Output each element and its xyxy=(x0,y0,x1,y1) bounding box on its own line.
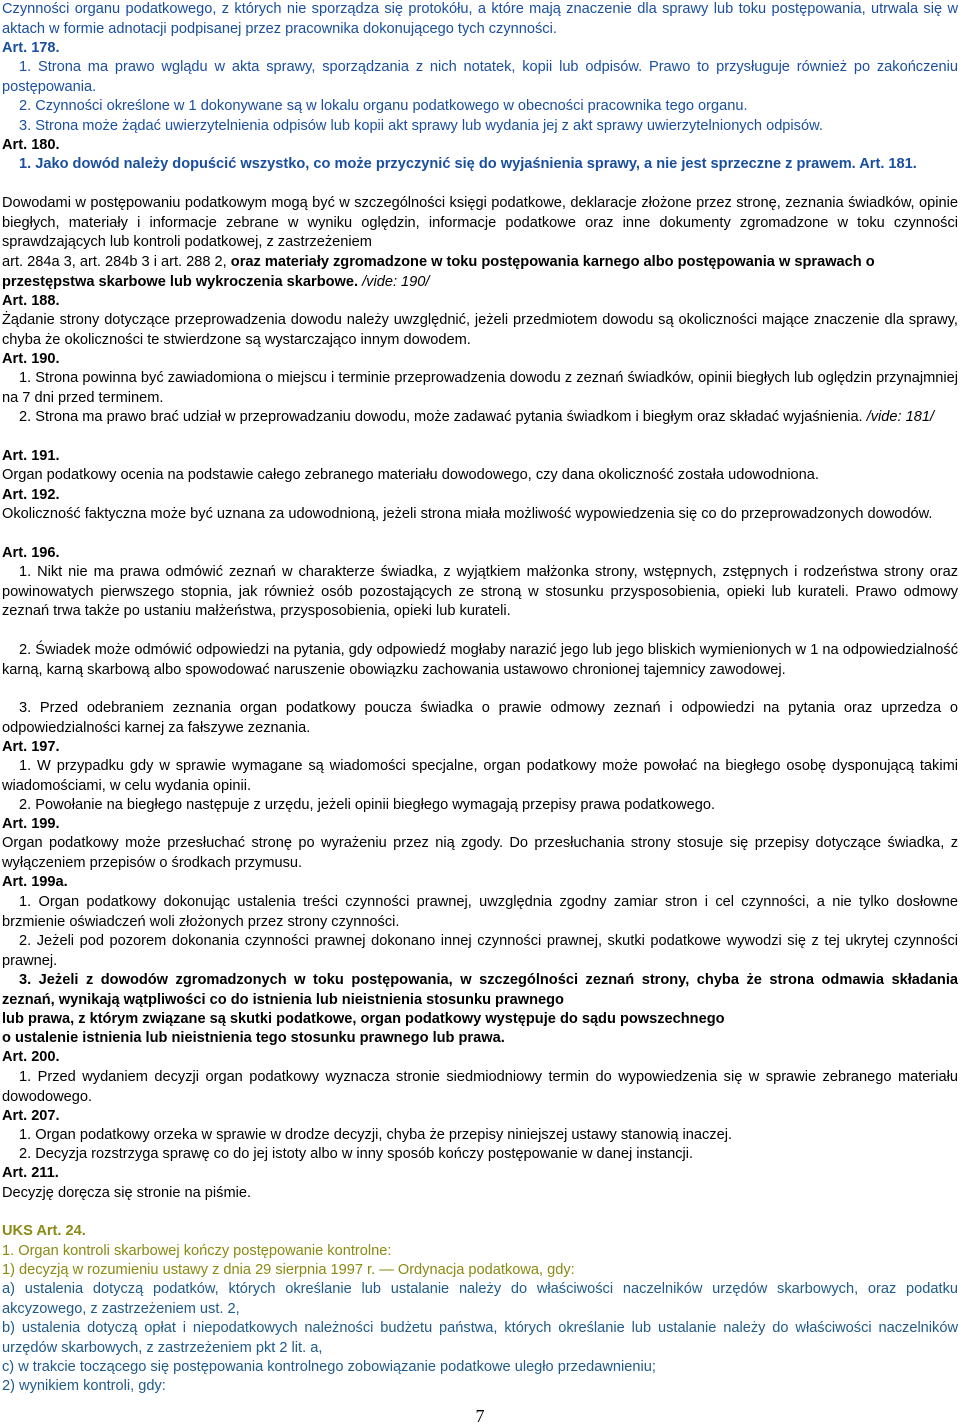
article-196-para-3: 3. Przed odebraniem zeznania organ podatkowy poucza świadka o prawie odmowy zeznań i odpowiedzi na pytania oraz uprzedza o odpowiedzialności karnej za fałszywe zeznania. xyxy=(2,700,958,736)
article-191-heading: Art. 191. xyxy=(2,448,60,464)
article-207-para-1: 1. Organ podatkowy orzeka w sprawie w drodze decyzji, chyba że przepisy niniejszej ustawy stanowią inaczej. xyxy=(19,1127,732,1143)
article-199a-para-3: 3. Jeżeli z dowodów zgromadzonych w toku postępowania, w szczególności zeznań strony, chyba że strona odmawia składania zeznań, wynikają wątpliwości co do istnienia lub nieistnienia stosunku prawnego xyxy=(2,972,958,1008)
uks-letter-b: b) ustalenia dotyczą opłat i niepodatkowych należności budżetu państwa, których określanie lub ustalanie należy do właściwości naczelników urzędów skarbowych, z zastrzeżeniem pkt 2 lit. a, xyxy=(2,1320,958,1356)
article-200-heading: Art. 200. xyxy=(2,1049,60,1065)
article-190-heading: Art. 190. xyxy=(2,351,60,367)
article-199a-para-1: 1. Organ podatkowy dokonując ustalenia treści czynności prawnej, uwzględnia zgodny zamiar stron i cel czynności, a nie tylko dosłowne brzmienie oświadczeń woli złożonych przez strony czynności. xyxy=(2,894,958,930)
uks-letter-c: c) w trakcie toczącego się postępowania kontrolnego zobowiązanie podatkowe uległo przedawnieniu; xyxy=(2,1359,656,1375)
uks-letter-a: a) ustalenia dotyczą podatków, których określanie lub ustalanie należy do właściwości naczelników urzędów skarbowych, oraz podatku akcyzowego, z zastrzeżeniem ust. 2, xyxy=(2,1281,958,1317)
article-178-heading: Art. 178. xyxy=(2,40,60,56)
article-181-text: Dowodami w postępowaniu podatkowym mogą być w szczególności księgi podatkowe, deklaracje złożone przez stronę, zeznania świadków, opinie biegłych, materiały i informacje zebrane w wyniku oględzin, informacje podatkowe oraz inne dokumenty zgromadzone w toku czynności sprawdzających lub kontroli podatkowej, z zastrzeżeniem xyxy=(2,195,958,250)
article-178-para-1: 1. Strona ma prawo wglądu w akta sprawy, sporządzania z nich notatek, kopii lub odpisów. Prawo to przysługuje również po zakończeniu postępowania. xyxy=(2,59,958,95)
article-197-para-2: 2. Powołanie na biegłego następuje z urzędu, jeżeli opinii biegłego wymagają przepisy prawa podatkowego. xyxy=(19,797,716,813)
article-199-text: Organ podatkowy może przesłuchać stronę po wyrażeniu przez nią zgody. Do przesłuchania strony stosuje się przepisy dotyczące świadka, z wyłączeniem przepisów o środkach przymusu. xyxy=(2,835,958,871)
article-197-para-1: 1. W przypadku gdy w sprawie wymagane są wiadomości specjalne, organ podatkowy może powołać na biegłego osobę dysponującą takimi wiadomościami, w celu wydania opinii. xyxy=(2,758,958,794)
article-190-para-1: 1. Strona powinna być zawiadomiona o miejscu i terminie przeprowadzenia dowodu z zeznań świadków, opinii biegłych lub oględzin przynajmniej na 7 dni przed terminem. xyxy=(2,370,958,406)
intro-text: Czynności organu podatkowego, z których nie sporządza się protokółu, a które mają znaczenie dla sprawy lub toku postępowania, utrwala się w aktach w formie adnotacji podpisanej przez pracownika dokonującego tych czynności. xyxy=(2,1,958,37)
article-211-text: Decyzję doręcza się stronie na piśmie. xyxy=(2,1185,252,1201)
article-192-text: Okoliczność faktyczna może być uznana za udowodnioną, jeżeli strona miała możliwość wypowiedzenia się co do przeprowadzonych dowodów. xyxy=(2,506,933,522)
article-199a-para-3-line-3: o ustalenie istnienia lub nieistnienia tego stosunku prawnego lub prawa. xyxy=(2,1030,505,1046)
article-199-heading: Art. 199. xyxy=(2,816,60,832)
uks-point-2: 2) wynikiem kontroli, gdy: xyxy=(2,1378,166,1394)
article-196-heading: Art. 196. xyxy=(2,545,60,561)
article-180-heading: Art. 180. xyxy=(2,137,60,153)
article-207-heading: Art. 207. xyxy=(2,1108,60,1124)
article-188-text: Żądanie strony dotyczące przeprowadzenia dowodu należy uwzględnić, jeżeli przedmiotem dowodu są okoliczności mające znaczenie dla sprawy, chyba że okoliczności te stwierdzone są wystarczająco innym dowodem. xyxy=(2,312,958,348)
article-178-para-2: 2. Czynności określone w 1 dokonywane są w lokalu organu podatkowego w obecności pracownika tego organu. xyxy=(19,98,748,114)
article-191-text: Organ podatkowy ocenia na podstawie całego zebranego materiału dowodowego, czy dana okoliczność została udowodniona. xyxy=(2,467,819,483)
article-188-heading: Art. 188. xyxy=(2,293,60,309)
article-196-para-2: 2. Świadek może odmówić odpowiedzi na pytania, gdy odpowiedź mogłaby narazić jego lub jego bliskich wymienionych w 1 na odpowiedzialność karną, karną skarbową albo spowodować naruszenie obowiązku zachowania ustawowo chronionej tajemnicy zawodowej. xyxy=(2,642,958,678)
uks-article-24-heading: UKS Art. 24. xyxy=(2,1223,86,1239)
article-181-reference: art. 284a 3, art. 284b 3 i art. 288 2, oraz materiały zgromadzone w toku postępowania karnego albo postępowania w sprawach o przestępstwa skarbowe lub wykroczenia skarbowe. /vide: 190/ xyxy=(2,254,875,290)
article-180-para-1: 1. Jako dowód należy dopuścić wszystko, co może przyczynić się do wyjaśnienia sprawy, a nie jest sprzeczne z prawem. Art. 181. xyxy=(19,156,917,172)
article-211-heading: Art. 211. xyxy=(2,1165,59,1181)
page-number: 7 xyxy=(475,1406,485,1426)
article-199a-heading: Art. 199a. xyxy=(2,874,68,890)
uks-para-1: 1. Organ kontroli skarbowej kończy postępowanie kontrolne: xyxy=(2,1243,392,1259)
article-192-heading: Art. 192. xyxy=(2,487,60,503)
intro-paragraph xyxy=(2,0,958,39)
article-178-para-3: 3. Strona może żądać uwierzytelnienia odpisów lub kopii akt sprawy lub wydania jej z akt sprawy uwierzytelnionych odpisów. xyxy=(19,118,823,134)
article-197-heading: Art. 197. xyxy=(2,739,60,755)
article-190-para-2: 2. Strona ma prawo brać udział w przeprowadzaniu dowodu, może zadawać pytania świadkom i biegłym oraz składać wyjaśnienia. /vide: 181/ xyxy=(19,409,935,425)
article-199a-para-3-line-2: lub prawa, z którym związane są skutki podatkowe, organ podatkowy występuje do sądu powszechnego xyxy=(2,1011,725,1027)
article-200-para-1: 1. Przed wydaniem decyzji organ podatkowy wyznacza stronie siedmiodniowy termin do wypowiedzenia się w sprawie zebranego materiału dowodowego. xyxy=(2,1069,958,1105)
article-199a-para-2: 2. Jeżeli pod pozorem dokonania czynności prawnej dokonano innej czynności prawnej, skutki podatkowe wywodzi się z tej ukrytej czynności prawnej. xyxy=(2,933,958,969)
article-196-para-1: 1. Nikt nie ma prawa odmówić zeznań w charakterze świadka, z wyjątkiem małżonka strony, wstępnych, zstępnych i rodzeństwa strony oraz powinowatych pierwszego stopnia, jak również osób pozostających ze stroną w stosunku przysposobienia, opieki lub kurateli. Prawo odmowy zeznań trwa także po ustaniu małżeństwa, przysposobienia, opieki lub kurateli. xyxy=(2,564,958,619)
uks-point-1: 1) decyzją w rozumieniu ustawy z dnia 29 sierpnia 1997 r. — Ordynacja podatkowa, gdy: xyxy=(2,1262,575,1278)
article-207-para-2: 2. Decyzja rozstrzyga sprawę co do jej istoty albo w inny sposób kończy postępowanie w danej instancji. xyxy=(19,1146,694,1162)
